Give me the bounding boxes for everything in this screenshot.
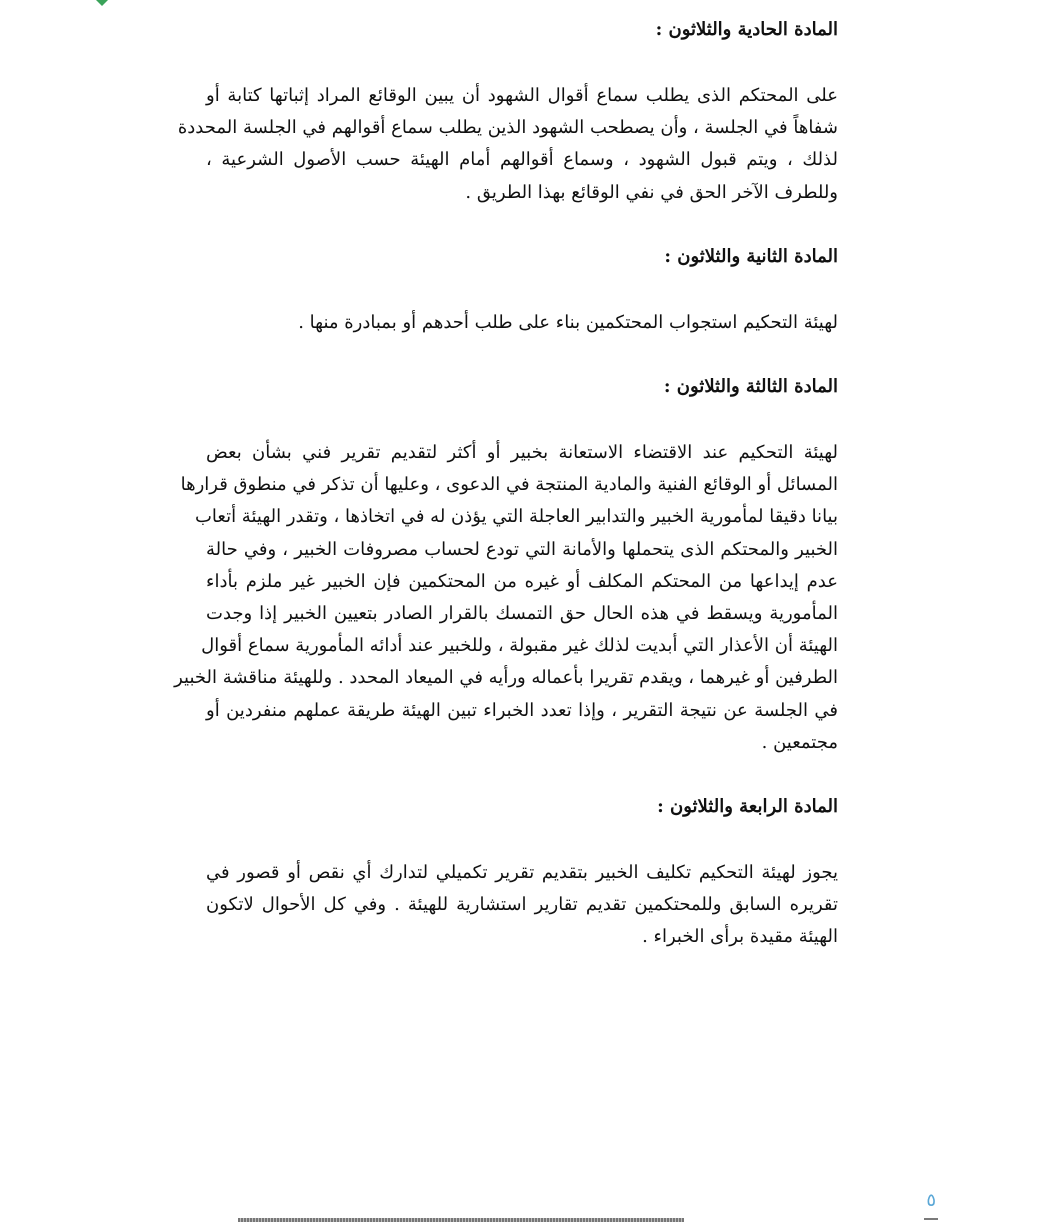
article-31-line: لذلك ، ويتم قبول الشهود ، وسماع أقوالهم أمام الهيئة حسب الأصول الشرعية ، bbox=[206, 149, 838, 171]
article-34-body bbox=[206, 857, 838, 954]
article-33-line: الخبير والمحتكم الذى يتحملها والأمانة التي تودع لحساب مصروفات الخبير ، وفي حالة bbox=[206, 538, 838, 560]
article-33-line: لهيئة التحكيم عند الاقتضاء الاستعانة بخبير أو أكثر لتقديم تقرير فني بشأن بعض bbox=[206, 442, 838, 464]
page-number-underline bbox=[924, 1218, 938, 1220]
article-34-line: تقريره السابق وللمحتكمين تقديم تقارير استشارية للهيئة . وفي كل الأحوال لاتكون bbox=[206, 894, 838, 916]
article-31-line: وللطرف الآخر الحق في نفي الوقائع بهذا الطريق . bbox=[465, 181, 838, 203]
article-33-line: الطرفين أو غيرهما ، ويقدم تقريرا بأعماله ورأيه في الميعاد المحدد . وللهيئة مناقشة الخبير bbox=[174, 667, 838, 689]
article-33-line: مجتمعين . bbox=[761, 731, 838, 753]
article-33-line: عدم إيداعها من المحتكم المكلف أو غيره من المحتكمين فإن الخبير غير ملزم بأداء bbox=[206, 570, 838, 592]
article-34-line: الهيئة مقيدة برأى الخبراء . bbox=[642, 926, 838, 948]
corner-mark-icon bbox=[96, 0, 108, 6]
article-33-line: الهيئة أن الأعذار التي أبديت لذلك غير مقبولة ، وللخبير عند أدائه المأمورية سماع أقوال bbox=[201, 635, 838, 657]
article-33-line: في الجلسة عن نتيجة التقرير ، وإذا تعدد الخبراء تبين الهيئة طريقة عملهم منفردين أو bbox=[206, 699, 838, 721]
article-33-line: المسائل أو الوقائع الفنية والمادية المنتجة في الدعوى ، وعليها أن تذكر في منطوق قرارها bbox=[180, 474, 838, 496]
articles-container bbox=[174, 12, 838, 954]
article-31-line: شفاهاً في الجلسة ، وأن يصطحب الشهود الذين يطلب سماع أقوالهم في الجلسة المحددة bbox=[177, 117, 838, 139]
article-33-heading: المادة الثالثة والثلاثون : bbox=[663, 376, 838, 398]
article-34-heading: المادة الرابعة والثلاثون : bbox=[657, 796, 838, 818]
article-33-body bbox=[174, 437, 838, 759]
article-34-line: يجوز لهيئة التحكيم تكليف الخبير بتقديم تقرير تكميلي لتدارك أي نقص أو قصور في bbox=[206, 862, 838, 884]
article-31-body bbox=[177, 80, 838, 209]
article-31-heading: المادة الحادية والثلاثون : bbox=[655, 19, 838, 40]
article-32-body bbox=[206, 307, 838, 339]
page-number: ٥ bbox=[926, 1190, 936, 1211]
article-33-line: المأمورية ويسقط في هذه الحال حق التمسك بالقرار الصادر بتعيين الخبير إذا وجدت bbox=[206, 603, 838, 625]
article-32-line: لهيئة التحكيم استجواب المحتكمين بناء على طلب أحدهم أو بمبادرة منها . bbox=[298, 311, 838, 333]
article-31-line: على المحتكم الذى يطلب سماع أقوال الشهود أن يبين الوقائع المراد إثباتها كتابة أو bbox=[206, 85, 838, 106]
article-32-heading: المادة الثانية والثلاثون : bbox=[664, 245, 838, 267]
article-33-line: بيانا دقيقا لمأمورية الخبير والتدابير العاجلة التي يؤذن له في اتخاذها ، وتقدر الهيئة أتعاب bbox=[194, 506, 838, 528]
bottom-rule bbox=[238, 1218, 684, 1222]
